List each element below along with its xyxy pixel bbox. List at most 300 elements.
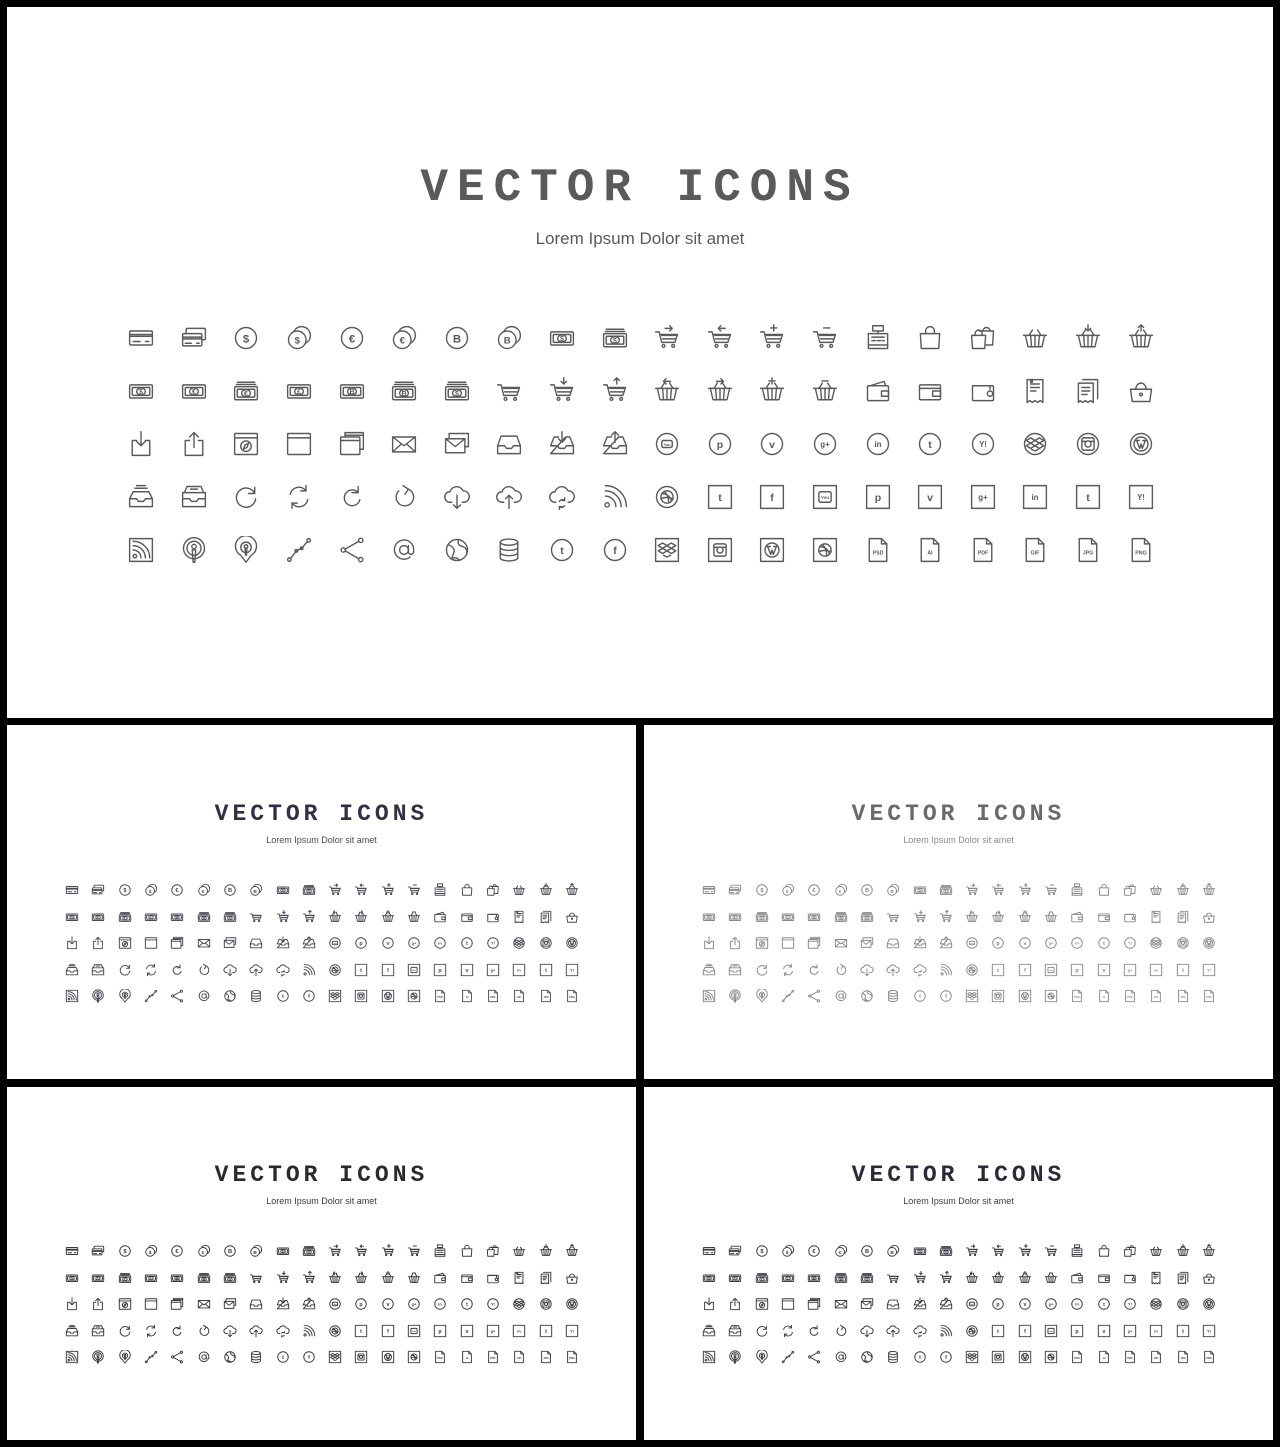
- svg-text:JPG: JPG: [1179, 996, 1186, 1000]
- receipts-icon: [1169, 904, 1195, 931]
- svg-text:B: B: [253, 1251, 258, 1257]
- basket-add-icon: [746, 364, 799, 417]
- svg-text:AI: AI: [1102, 1357, 1105, 1361]
- cash-bill-icon: [696, 904, 722, 931]
- svg-text:B: B: [839, 1277, 842, 1282]
- svg-text:€: €: [838, 890, 842, 896]
- png-file-icon: [1196, 983, 1222, 1010]
- pinterest-square-icon: [427, 957, 453, 984]
- route-icon: [775, 1344, 801, 1371]
- basket-remove-icon: [401, 904, 427, 931]
- svg-text:PSD: PSD: [872, 549, 884, 556]
- svg-text:€: €: [760, 916, 763, 921]
- shopping-bag-icon: [1090, 1238, 1116, 1265]
- cash-bill-icon: [59, 904, 85, 931]
- download-icon: [59, 1291, 85, 1318]
- bitcoin-coin-icon: [431, 311, 484, 364]
- svg-text:t: t: [281, 994, 284, 1001]
- cart-right-icon: [322, 1238, 348, 1265]
- svg-text:f: f: [612, 544, 617, 557]
- dribbble-square-icon: [1038, 1344, 1064, 1371]
- svg-text:PDF: PDF: [977, 549, 989, 556]
- svg-text:t: t: [465, 941, 468, 948]
- linkedin-square-icon: [1143, 957, 1169, 984]
- bitcoin-bill-icon: [164, 904, 190, 931]
- jpg-file-icon: [1169, 1344, 1195, 1371]
- bitcoin-bills-icon: [827, 1265, 853, 1292]
- refresh-icon: [220, 470, 273, 523]
- svg-text:GIF: GIF: [1154, 1357, 1159, 1361]
- rss-square-icon: [696, 1344, 722, 1371]
- svg-text:$: $: [71, 915, 74, 920]
- inbox-icon: [880, 1291, 906, 1318]
- basket-up-icon: [559, 877, 585, 904]
- bitcoin-bill-icon: [801, 1265, 827, 1292]
- slide-thumbnail-1[interactable]: [7, 725, 636, 1079]
- browser-windows-icon: [801, 1291, 827, 1318]
- podcast-pin-icon: [112, 983, 138, 1010]
- svg-text:g+: g+: [820, 439, 830, 449]
- svg-text:p: p: [359, 941, 364, 948]
- yahoo-circle-icon: [480, 930, 506, 957]
- instagram-square-icon: [348, 983, 374, 1010]
- wallet-icon: [1090, 1265, 1116, 1292]
- svg-text:€: €: [123, 916, 126, 921]
- svg-text:g+: g+: [1048, 940, 1054, 946]
- pdf-file-icon: [480, 983, 506, 1010]
- slide-thumbnail-4[interactable]: [644, 1087, 1273, 1440]
- inbox-full-icon: [696, 957, 722, 984]
- svg-text:You: You: [1049, 969, 1054, 972]
- bitcoin-bill-icon: [801, 904, 827, 931]
- basket-down-icon: [532, 877, 558, 904]
- wallet-cards-icon: [427, 904, 453, 931]
- svg-text:g+: g+: [978, 492, 988, 502]
- share-icon: [801, 1344, 827, 1371]
- cash-bill-icon: [59, 1265, 85, 1292]
- euro-coin-icon: [801, 877, 827, 904]
- wallet-cards-icon: [427, 1265, 453, 1292]
- svg-text:f: f: [1023, 967, 1026, 974]
- svg-text:$: $: [785, 890, 789, 896]
- browser-window-icon: [775, 1291, 801, 1318]
- svg-text:B: B: [504, 335, 512, 347]
- pinterest-circle-icon: [694, 417, 747, 470]
- podcast-icon: [722, 1344, 748, 1371]
- svg-text:p: p: [1075, 1328, 1079, 1335]
- basket-add-icon: [1012, 1265, 1038, 1292]
- svg-text:B: B: [864, 888, 869, 895]
- purse-icon: [1196, 1265, 1222, 1292]
- svg-text:PNG: PNG: [1206, 1357, 1212, 1361]
- svg-text:t: t: [281, 1355, 284, 1362]
- svg-text:f: f: [386, 1328, 389, 1335]
- svg-text:Y!: Y!: [1127, 940, 1132, 946]
- svg-text:$: $: [560, 335, 565, 343]
- svg-text:$: $: [148, 1251, 152, 1257]
- twitter-square-icon: [348, 957, 374, 984]
- youtube-circle-icon: [959, 930, 985, 957]
- facebook-circle-icon: [296, 1344, 322, 1371]
- credit-cards-icon: [85, 877, 111, 904]
- svg-text:JPG: JPG: [542, 996, 549, 1000]
- svg-text:g+: g+: [1048, 1301, 1054, 1307]
- svg-text:You: You: [970, 1304, 974, 1307]
- euro-bills-icon: [749, 904, 775, 931]
- envelope-icon: [190, 1291, 216, 1318]
- refresh-icon: [112, 957, 138, 984]
- svg-text:Y!: Y!: [1127, 1301, 1132, 1307]
- linkedin-circle-icon: [427, 1291, 453, 1318]
- svg-text:€: €: [191, 388, 196, 396]
- svg-text:$: $: [71, 1276, 74, 1281]
- svg-text:£: £: [150, 1276, 153, 1281]
- inbox-down-icon: [536, 417, 589, 470]
- podcast-pin-icon: [749, 1344, 775, 1371]
- rotate-icon: [827, 957, 853, 984]
- inbox-icon: [880, 930, 906, 957]
- yahoo-circle-icon: [1117, 1291, 1143, 1318]
- browser-window-icon: [273, 417, 326, 470]
- instagram-circle-icon: [532, 930, 558, 957]
- euro-bills-icon: [220, 364, 273, 417]
- svg-text:f: f: [386, 967, 389, 974]
- at-sign-icon: [190, 983, 216, 1010]
- svg-text:t: t: [465, 1302, 468, 1309]
- bitcoin-coins-icon: [880, 1238, 906, 1265]
- cart-add-icon: [375, 877, 401, 904]
- googleplus-square-icon: [480, 957, 506, 984]
- cash-register-icon: [427, 877, 453, 904]
- svg-text:£: £: [297, 388, 302, 396]
- svg-text:B: B: [452, 332, 461, 345]
- envelope-icon: [190, 930, 216, 957]
- globe-icon: [854, 1344, 880, 1371]
- wallet-cards-icon: [1064, 1265, 1090, 1292]
- linkedin-square-icon: [1009, 470, 1062, 523]
- twitter-square-icon: [985, 957, 1011, 984]
- svg-text:AI: AI: [465, 1357, 468, 1361]
- youtube-circle-icon: [322, 1291, 348, 1318]
- inbox-full-icon: [59, 1318, 85, 1345]
- refresh-icon: [749, 1318, 775, 1345]
- dollar-bill-icon: [906, 877, 932, 904]
- cart-down-icon: [269, 904, 295, 931]
- svg-text:€: €: [97, 1276, 100, 1281]
- slide-main: [7, 7, 1273, 718]
- wallet-open-icon: [1117, 1265, 1143, 1292]
- yahoo-square-icon: [1196, 1318, 1222, 1345]
- yahoo-square-icon: [559, 957, 585, 984]
- globe-icon: [217, 1344, 243, 1371]
- googleplus-circle-icon: [1038, 930, 1064, 957]
- cart-add-icon: [746, 311, 799, 364]
- wallet-icon: [453, 904, 479, 931]
- rotate-icon: [190, 957, 216, 984]
- svg-text:B: B: [253, 890, 258, 896]
- svg-text:Y!: Y!: [1136, 492, 1145, 502]
- rss-icon: [296, 957, 322, 984]
- jpg-file-icon: [532, 1344, 558, 1371]
- rss-icon: [933, 957, 959, 984]
- browser-windows-icon: [164, 1291, 190, 1318]
- euro-bills-icon: [749, 1265, 775, 1292]
- svg-text:$: $: [918, 1249, 921, 1254]
- receipts-icon: [532, 904, 558, 931]
- vimeo-circle-icon: [375, 1291, 401, 1318]
- svg-text:g+: g+: [490, 1328, 496, 1334]
- tumblr-square-icon: [532, 1318, 558, 1345]
- svg-text:€: €: [812, 1249, 816, 1256]
- cash-register-icon: [1064, 877, 1090, 904]
- svg-text:€: €: [734, 915, 737, 920]
- receipt-icon: [1143, 904, 1169, 931]
- bitcoin-bills-icon: [190, 1265, 216, 1292]
- wordpress-square-icon: [375, 1344, 401, 1371]
- svg-text:$: $: [228, 916, 231, 921]
- svg-text:g+: g+: [490, 967, 496, 973]
- facebook-square-icon: [746, 470, 799, 523]
- cart-right-icon: [959, 1238, 985, 1265]
- instagram-square-icon: [348, 1344, 374, 1371]
- youtube-circle-icon: [641, 417, 694, 470]
- inbox-down-icon: [906, 930, 932, 957]
- euro-coin-icon: [801, 1238, 827, 1265]
- bill-stack-icon: [217, 1265, 243, 1292]
- svg-text:PDF: PDF: [490, 1357, 496, 1361]
- download-icon: [115, 417, 168, 470]
- svg-text:$: $: [281, 1249, 284, 1254]
- at-sign-icon: [378, 523, 431, 576]
- tumblr-square-icon: [1169, 957, 1195, 984]
- slide-title: VECTOR ICONS: [851, 801, 1066, 827]
- svg-text:You: You: [412, 1330, 417, 1333]
- share-icon: [164, 1344, 190, 1371]
- svg-text:g+: g+: [1127, 967, 1133, 973]
- inbox-icon: [483, 417, 536, 470]
- cart-up-icon: [296, 1265, 322, 1292]
- slide-subtitle: Lorem Ipsum Dolor sit amet: [535, 229, 745, 248]
- podcast-pin-icon: [220, 523, 273, 576]
- pinterest-circle-icon: [348, 930, 374, 957]
- cart-left-icon: [985, 877, 1011, 904]
- wallet-icon: [453, 1265, 479, 1292]
- shopping-bag-icon: [1090, 877, 1116, 904]
- svg-text:f: f: [944, 1355, 947, 1362]
- dropbox-square-icon: [959, 1344, 985, 1371]
- wordpress-circle-icon: [1114, 417, 1167, 470]
- dropbox-square-icon: [641, 523, 694, 576]
- pinterest-circle-icon: [985, 930, 1011, 957]
- basket-down-icon: [532, 1238, 558, 1265]
- sync-icon: [775, 1318, 801, 1345]
- svg-text:v: v: [386, 941, 390, 948]
- svg-text:B: B: [813, 1276, 816, 1281]
- bill-stack-icon: [217, 904, 243, 931]
- svg-text:$: $: [785, 1251, 789, 1257]
- instagram-circle-icon: [1169, 1291, 1195, 1318]
- browser-window-icon: [775, 930, 801, 957]
- svg-text:JPG: JPG: [542, 1357, 549, 1361]
- cart-add-icon: [375, 1238, 401, 1265]
- svg-text:$: $: [944, 1250, 947, 1255]
- svg-text:GIF: GIF: [1154, 996, 1159, 1000]
- browser-windows-icon: [325, 417, 378, 470]
- svg-text:t: t: [1181, 967, 1184, 974]
- png-file-icon: [559, 983, 585, 1010]
- cart-remove-icon: [1038, 1238, 1064, 1265]
- facebook-square-icon: [375, 957, 401, 984]
- rss-square-icon: [59, 1344, 85, 1371]
- jpg-file-icon: [1169, 983, 1195, 1010]
- psd-file-icon: [851, 523, 904, 576]
- credit-cards-icon: [168, 311, 221, 364]
- dropbox-circle-icon: [1143, 930, 1169, 957]
- youtube-square-icon: [1038, 957, 1064, 984]
- pinterest-circle-icon: [985, 1291, 1011, 1318]
- cloud-sync-icon: [906, 957, 932, 984]
- instagram-square-icon: [985, 1344, 1011, 1371]
- svg-text:f: f: [770, 491, 775, 504]
- refresh-icon: [112, 1318, 138, 1345]
- slide-thumbnail-2[interactable]: [644, 725, 1273, 1079]
- receipt-icon: [506, 1265, 532, 1292]
- pound-bill-icon: [138, 1265, 164, 1292]
- slide-title: VECTOR ICONS: [420, 162, 860, 214]
- vimeo-square-icon: [1090, 1318, 1116, 1345]
- envelopes-icon: [217, 930, 243, 957]
- svg-text:You: You: [663, 441, 671, 447]
- svg-text:$: $: [944, 889, 947, 894]
- inbox-up-icon: [588, 417, 641, 470]
- svg-text:$: $: [228, 1277, 231, 1282]
- shopping-bags-icon: [480, 1238, 506, 1265]
- cart-left-icon: [985, 1238, 1011, 1265]
- twitter-circle-icon: [906, 983, 932, 1010]
- svg-text:p: p: [874, 491, 881, 504]
- browser-compass-icon: [112, 930, 138, 957]
- slide-thumbnail-3[interactable]: [7, 1087, 636, 1440]
- ai-file-icon: [1090, 983, 1116, 1010]
- cloud-download-icon: [217, 957, 243, 984]
- basket-down-icon: [1169, 1238, 1195, 1265]
- dollar-bills-icon: [296, 1238, 322, 1265]
- rss-square-icon: [115, 523, 168, 576]
- dollar-coins-icon: [273, 311, 326, 364]
- bitcoin-bills-icon: [827, 904, 853, 931]
- svg-text:€: €: [123, 1277, 126, 1282]
- share-icon: [164, 983, 190, 1010]
- facebook-circle-icon: [588, 523, 641, 576]
- share-icon: [325, 523, 378, 576]
- slide-title: VECTOR ICONS: [851, 1162, 1066, 1188]
- svg-text:t: t: [1102, 1302, 1105, 1309]
- svg-text:t: t: [360, 967, 363, 974]
- svg-text:B: B: [890, 1251, 895, 1257]
- dropbox-circle-icon: [506, 1291, 532, 1318]
- database-icon: [880, 983, 906, 1010]
- tumblr-circle-icon: [453, 930, 479, 957]
- svg-text:$: $: [865, 1277, 868, 1282]
- dropbox-square-icon: [959, 983, 985, 1010]
- ai-file-icon: [453, 1344, 479, 1371]
- shopping-bag-icon: [453, 877, 479, 904]
- inbox-icon: [243, 1291, 269, 1318]
- envelope-icon: [827, 930, 853, 957]
- googleplus-circle-icon: [799, 417, 852, 470]
- cloud-upload-icon: [243, 957, 269, 984]
- share-icon: [801, 983, 827, 1010]
- svg-text:t: t: [928, 438, 933, 451]
- wordpress-circle-icon: [1196, 930, 1222, 957]
- credit-cards-icon: [722, 1238, 748, 1265]
- svg-text:AI: AI: [927, 549, 933, 556]
- svg-text:€: €: [838, 1251, 842, 1257]
- euro-bill-icon: [722, 1265, 748, 1292]
- svg-text:€: €: [97, 915, 100, 920]
- wordpress-circle-icon: [559, 1291, 585, 1318]
- svg-text:v: v: [927, 491, 934, 504]
- cart-left-icon: [348, 877, 374, 904]
- wallet-open-icon: [480, 1265, 506, 1292]
- dollar-coin-icon: [749, 1238, 775, 1265]
- cart-right-icon: [641, 311, 694, 364]
- svg-text:PNG: PNG: [1206, 996, 1212, 1000]
- envelopes-icon: [217, 1291, 243, 1318]
- vimeo-square-icon: [904, 470, 957, 523]
- svg-text:€: €: [175, 888, 179, 895]
- svg-text:v: v: [1102, 967, 1106, 974]
- euro-coins-icon: [190, 1238, 216, 1265]
- basket-right-icon: [348, 904, 374, 931]
- svg-text:€: €: [201, 890, 205, 896]
- jpg-file-icon: [1062, 523, 1115, 576]
- bitcoin-coins-icon: [243, 1238, 269, 1265]
- instagram-square-icon: [985, 983, 1011, 1010]
- envelopes-icon: [431, 417, 484, 470]
- dollar-bill-icon: [906, 1238, 932, 1265]
- cart-up-icon: [933, 904, 959, 931]
- svg-text:You: You: [333, 1304, 337, 1307]
- svg-text:You: You: [333, 943, 337, 946]
- euro-bills-icon: [112, 904, 138, 931]
- bitcoin-coin-icon: [217, 877, 243, 904]
- bitcoin-bill-icon: [164, 1265, 190, 1292]
- svg-text:$: $: [760, 1249, 764, 1256]
- bitcoin-bill-icon: [325, 364, 378, 417]
- dropbox-square-icon: [322, 1344, 348, 1371]
- googleplus-square-icon: [480, 1318, 506, 1345]
- cart-remove-icon: [401, 877, 427, 904]
- yahoo-circle-icon: [1117, 930, 1143, 957]
- dribbble-circle-icon: [959, 1318, 985, 1345]
- credit-card-icon: [696, 877, 722, 904]
- basket-remove-icon: [1038, 1265, 1064, 1292]
- cloud-download-icon: [854, 1318, 880, 1345]
- wordpress-circle-icon: [559, 930, 585, 957]
- svg-text:v: v: [1102, 1328, 1106, 1335]
- vimeo-circle-icon: [1012, 930, 1038, 957]
- icon-grid: [115, 311, 1167, 576]
- cart-remove-icon: [401, 1238, 427, 1265]
- euro-bill-icon: [85, 904, 111, 931]
- route-icon: [273, 523, 326, 576]
- svg-text:f: f: [944, 994, 947, 1001]
- archive-box-icon: [85, 957, 111, 984]
- basket-up-icon: [559, 1238, 585, 1265]
- svg-text:f: f: [307, 994, 310, 1001]
- cart-add-icon: [1012, 877, 1038, 904]
